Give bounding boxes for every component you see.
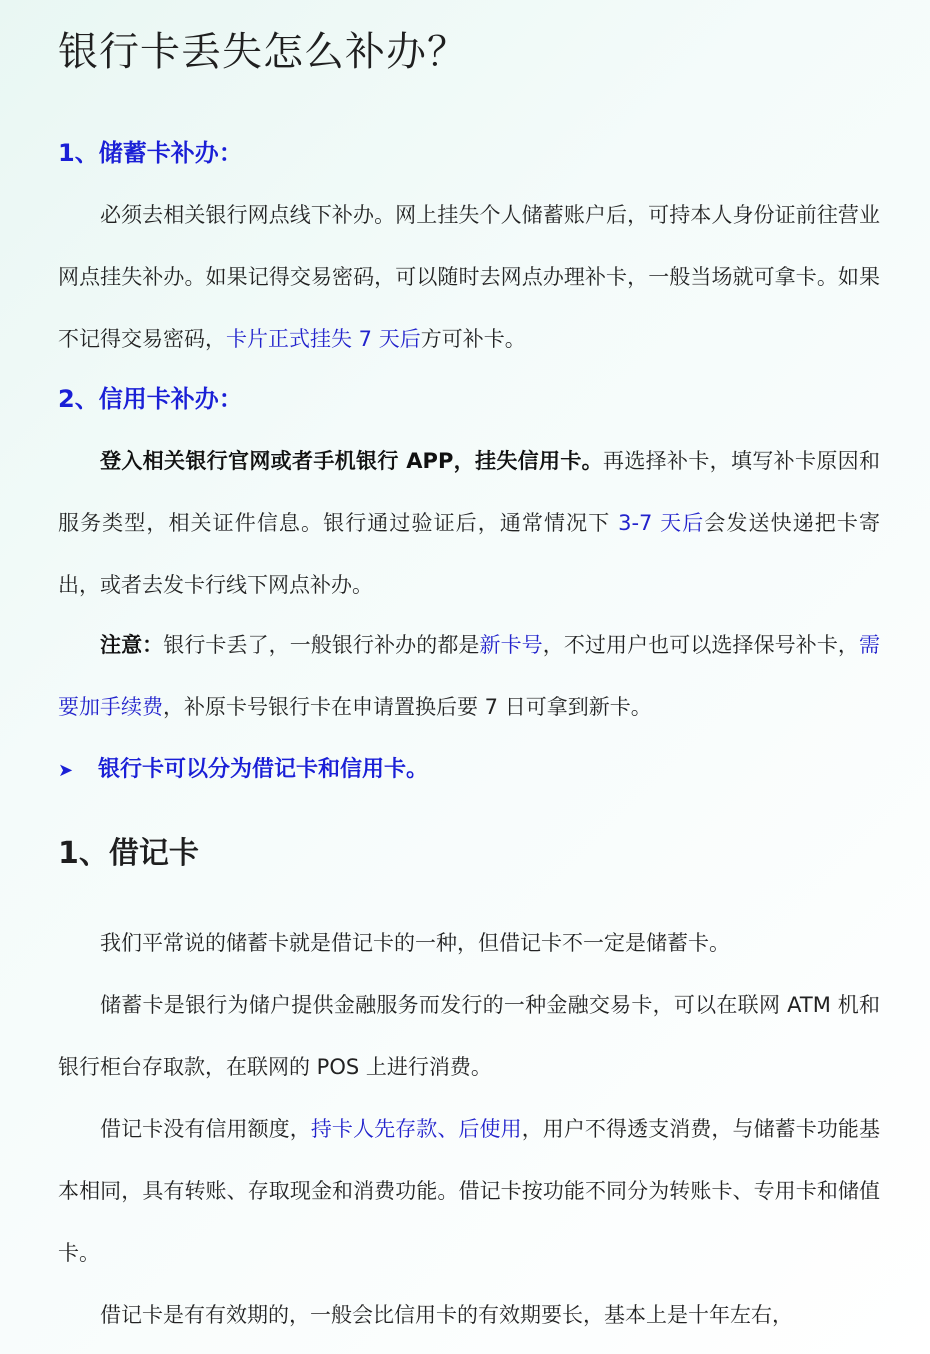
paragraph-text-end: ，用户不得透支消费，与储蓄卡功能基本相同，具有转账、存取现金和消费功能。借记卡按功能不同分为转账卡、专用卡和储值卡。 xyxy=(58,1117,881,1265)
note-label: 注意： xyxy=(100,633,164,657)
paragraph-savings-definition: 储蓄卡是银行为储户提供金融服务而发行的一种金融交易卡，可以在联网 ATM 机和银行柜台存取款，在联网的 POS 上进行消费。 xyxy=(58,993,880,1079)
paragraph-text: 再选择补卡，填写补卡原因和服务类型，相关证件信息。银行通过验证后，通常情况下 xyxy=(58,449,880,535)
paragraph-text-end: 方可补卡。 xyxy=(420,327,526,351)
note-text-c: ，补原卡号银行卡在申请置换后要 7 日可拿到新卡。 xyxy=(163,695,652,719)
bold-lead-text: 登入相关银行官网或者手机银行 APP，挂失信用卡。 xyxy=(100,449,603,473)
section-heading-savings-card: 1、储蓄卡补办： xyxy=(58,139,243,167)
paragraph-credit-card xyxy=(58,430,880,616)
highlight-seven-days: 卡片正式挂失 7 天后 xyxy=(226,327,421,351)
section-heading-debit-card: 1、借记卡 xyxy=(58,836,199,871)
paragraph-savings-card xyxy=(58,184,880,370)
section-heading-credit-card: 2、信用卡补办： xyxy=(58,385,243,413)
paragraph-text-end: 会发送快递把卡寄出，或者去发卡行线下网点补办。 xyxy=(58,511,880,597)
bullet-text: 银行卡可以分为借记卡和信用卡。 xyxy=(98,757,429,782)
arrow-bullet-icon: ➤ xyxy=(58,760,74,781)
paragraph-text: 借记卡没有信用额度， xyxy=(100,1117,311,1141)
highlight-new-card-number: 新卡号 xyxy=(479,633,543,657)
paragraph-note xyxy=(58,614,880,738)
note-text-b: ，不过用户也可以选择保号补卡， xyxy=(542,633,859,657)
paragraph-text: 必须去相关银行网点线下补办。网上挂失个人储蓄账户后，可持本人身份证前往营业网点挂失补办。如果记得交易密码，可以随时去网点办理补卡，一般当场就可拿卡。如果不记得交易密码， xyxy=(58,203,880,351)
paragraph-debit-intro: 我们平常说的储蓄卡就是借记卡的一种，但借记卡不一定是储蓄卡。 xyxy=(100,931,730,955)
highlight-three-seven-days: 3-7 天后 xyxy=(618,511,705,535)
note-text-a: 银行卡丢了，一般银行补办的都是 xyxy=(163,633,480,657)
highlight-deposit-first: 持卡人先存款、后使用 xyxy=(310,1117,522,1141)
paragraph-debit-features xyxy=(58,1098,880,1284)
bullet-card-types xyxy=(58,752,428,789)
page-title: 银行卡丢失怎么补办？ xyxy=(58,29,468,75)
paragraph-debit-validity: 借记卡是有有效期的，一般会比信用卡的有效期要长，基本上是十年左右， xyxy=(100,1303,793,1327)
highlight-extra-fee: 需要加手续费 xyxy=(58,633,880,719)
